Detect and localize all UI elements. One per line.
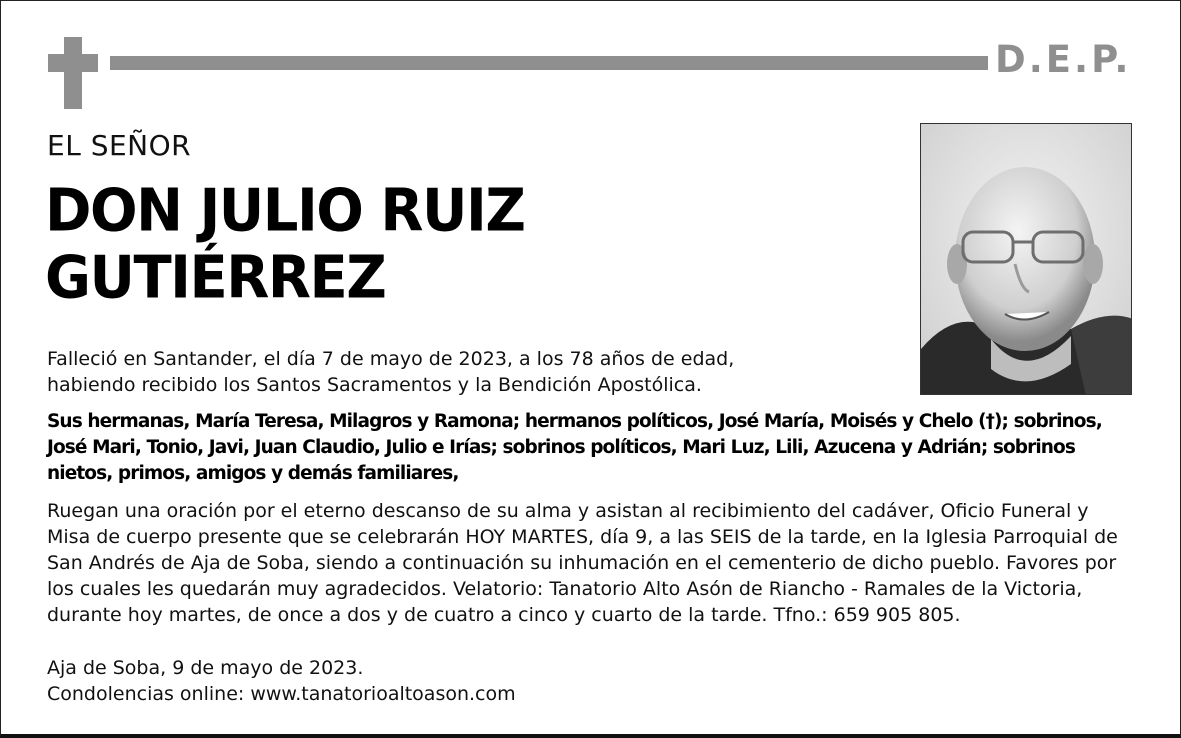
portrait-image [921,124,1132,395]
text-line: los cuales les quedarán muy agradecidos. Velatorio: Tanatorio Alto Asón de Riancho - Ramales de la Victoria, [47,578,1083,600]
text-line: San Andrés de Aja de Soba, siendo a continuación su inhumación en el cementerio de dicho pueblo. Favores por [47,552,1117,574]
deceased-name [45,178,745,312]
text-line: habiendo recibido los Santos Sacramentos y la Bendición Apostólica. [47,374,702,396]
text-line: nietos, primos, amigos y demás familiares, [47,463,459,484]
cross-icon [48,37,98,109]
place-date: Aja de Soba, 9 de mayo de 2023. [47,657,364,679]
text-line: José Mari, Tonio, Javi, Juan Claudio, Julio e Irías; sobrinos políticos, Mari Luz, Lili, Azucena y Adrián; sobrinos [47,437,1075,458]
text-line: Falleció en Santander, el día 7 de mayo de 2023, a los 78 años de edad, [47,348,735,370]
header-rule [110,56,988,70]
portrait-photo [920,123,1132,395]
footer [47,655,516,707]
name-line: GUTIÉRREZ [45,244,386,313]
text-line: Misa de cuerpo presente que se celebrarán HOY MARTES, día 9, a las SEIS de la tarde, en la Iglesia Parroquial de [47,526,1118,548]
family-list [47,409,1102,487]
name-line: DON JULIO RUIZ [45,176,525,246]
intro-label: EL SEÑOR [47,129,192,162]
text-line: Ruegan una oración por el eterno descanso de su alma y asistan al recibimiento del cadáver, Oficio Funeral y [47,500,1089,522]
death-notice [47,346,734,398]
condolences-link[interactable]: Condolencias online: www.tanatorioaltoason.com [47,683,516,705]
funeral-request [47,498,1118,628]
text-line: Sus hermanas, María Teresa, Milagros y Ramona; hermanos políticos, José María, Moisés y Chelo (†); sobrinos, [47,411,1102,432]
dep-label: D.E.P. [995,38,1132,81]
text-line: durante hoy martes, de once a dos y de cuatro a cinco y cuarto de la tarde. Tfno.: 659 905 805. [47,604,961,626]
